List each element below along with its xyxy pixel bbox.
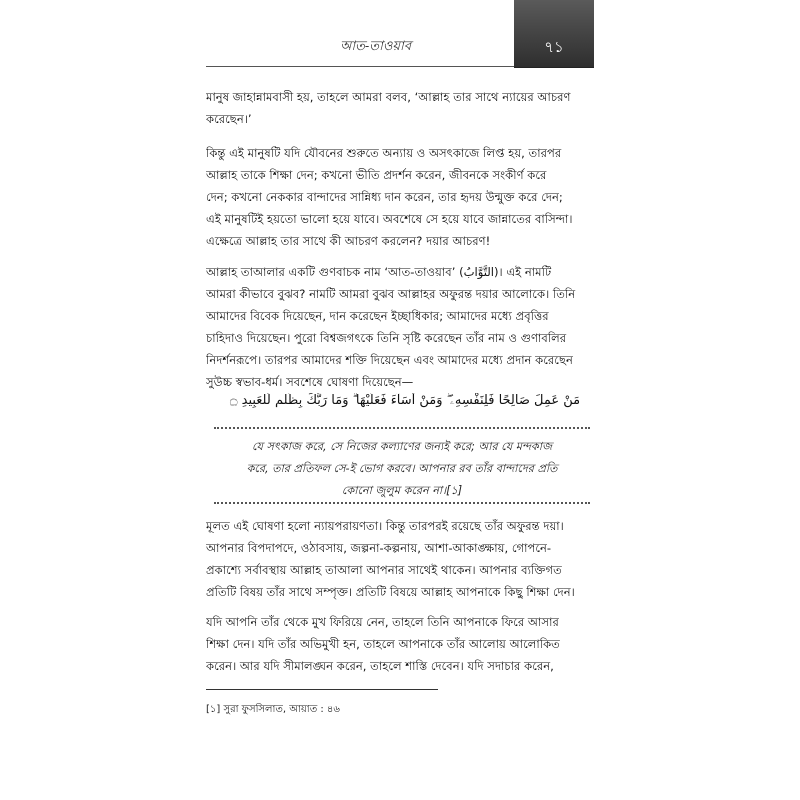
text-line: দেন; কখনো নেককার বান্দাদের সান্নিধ্য দান করেন, তার হৃদয় উন্মুক্ত করে দেন; bbox=[206, 190, 563, 204]
text-line: যদি আপনি তাঁর থেকে মুখ ফিরিয়ে নেন, তাহলে তিনি আপনাকে ফিরে আসার bbox=[206, 615, 559, 629]
text-line: প্রকাশ্যে সর্বাবস্থায় আল্লাহ তাআলা আপনার সাথেই থাকেন। আপনার ব্যক্তিগত bbox=[206, 563, 562, 577]
paragraph-1 bbox=[206, 86, 598, 130]
text-line: শিক্ষা দেন। যদি তাঁর অভিমুখী হন, তাহলে আপনাকে তাঁর আলোয় আলোকিত bbox=[206, 637, 560, 651]
translation-line: কোনো জুলুম করেন না।[১] bbox=[341, 484, 463, 497]
text-line: কিন্তু এই মানুষটি যদি যৌবনের শুরুতে অন্যায় ও অসৎকাজে লিপ্ত হয়, তারপর bbox=[206, 146, 562, 160]
translation-line: করে, তার প্রতিফল সে-ই ভোগ করবে। আপনার রব তাঁর বান্দাদের প্রতি bbox=[246, 462, 558, 475]
running-header-title: আত-তাওয়াব bbox=[340, 39, 412, 54]
text-line: সুউচ্চ স্বভাব-ধর্ম। সবশেষে ঘোষণা দিয়েছেন— bbox=[206, 375, 414, 389]
footnote-divider bbox=[206, 689, 438, 690]
text-line: আমাদের বিবেক দিয়েছেন, দান করেছেন ইচ্ছাধিকার; আমাদের মধ্যে প্রবৃত্তির bbox=[206, 309, 549, 323]
text-line: আপনার বিপদাপদে, ওঠাবসায়, জল্পনা-কল্পনায়, আশা-আকাঙ্ক্ষায়, গোপনে- bbox=[206, 541, 552, 555]
header-divider bbox=[206, 66, 514, 67]
page-number: ৭১ bbox=[544, 38, 564, 56]
text-line: করেছেন।’ bbox=[206, 112, 252, 126]
paragraph-5 bbox=[206, 611, 598, 677]
text-line: আল্লাহ তাকে শিক্ষা দেন; কখনো ভীতি প্রদর্শন করেন, জীবনকে সংকীর্ণ করে bbox=[206, 168, 547, 182]
quran-verse-arabic: مَنْ عَمِلَ صَالِحًا فَلِنَفْسِهِۦ ۖ وَمَنْ أَسَآءَ فَعَلَيْهَا ۗ وَمَا رَبُّكَ بِظَلَّٰمٍ لِّلْعَبِيدِ ۝ bbox=[229, 393, 581, 408]
translation-line: যে সৎকাজ করে, সে নিজের কল্যাণের জন্যই করে; আর যে মন্দকাজ bbox=[251, 440, 552, 453]
paragraph-4 bbox=[206, 515, 598, 603]
text-line: আল্লাহ তাআলার একটি গুণবাচক নাম ‘আত-তাওয়াব’ (التَّوَّابُ)। এই নামটি bbox=[206, 265, 552, 279]
page-number-tab bbox=[514, 0, 594, 68]
footnote: [১] সুরা ফুসসিলাত, আয়াত : ৪৬ bbox=[206, 704, 340, 715]
paragraph-3 bbox=[206, 261, 598, 393]
text-line: চাহিদাও দিয়েছেন। পুরো বিশ্বজগৎকে তিনি সৃষ্টি করেছেন তাঁর নাম ও গুণাবলির bbox=[206, 331, 567, 345]
text-line: করেন। আর যদি সীমালঙ্ঘন করেন, তাহলে শাস্তি দেবেন। যদি সদাচার করেন, bbox=[206, 659, 554, 673]
text-line: এক্ষেত্রে আল্লাহ তার সাথে কী আচরণ করলেন? দয়ার আচরণ! bbox=[206, 234, 491, 248]
translation-bottom-rule bbox=[214, 502, 590, 504]
translation-top-rule bbox=[214, 427, 590, 429]
text-line: আমরা কীভাবে বুঝব? নামটি আমরা বুঝব আল্লাহর অফুরন্ত দয়ার আলোকে। তিনি bbox=[206, 287, 576, 301]
verse-translation bbox=[214, 436, 590, 502]
paragraph-2 bbox=[206, 142, 598, 252]
text-line: মানুষ জাহান্নামবাসী হয়, তাহলে আমরা বলব, ‘আল্লাহ তার সাথে ন্যায়ের আচরণ bbox=[206, 90, 571, 104]
text-line: মূলত এই ঘোষণা হলো ন্যায়পরায়ণতা। কিন্তু তারপরই রয়েছে তাঁর অফুরন্ত দয়া। bbox=[206, 519, 564, 533]
text-line: এই মানুষটিই হয়তো ভালো হয়ে যাবে। অবশেষে সে হয়ে যাবে জান্নাতের বাসিন্দা। bbox=[206, 212, 573, 226]
text-line: প্রতিটি বিষয় তাঁর সাথে সম্পৃক্ত। প্রতিটি বিষয়ে আল্লাহ আপনাকে কিছু শিক্ষা দেন। bbox=[206, 585, 575, 599]
text-line: নিদর্শনরূপে। তারপর আমাদের শক্তি দিয়েছেন এবং আমাদের মধ্যে প্রদান করেছেন bbox=[206, 353, 573, 367]
